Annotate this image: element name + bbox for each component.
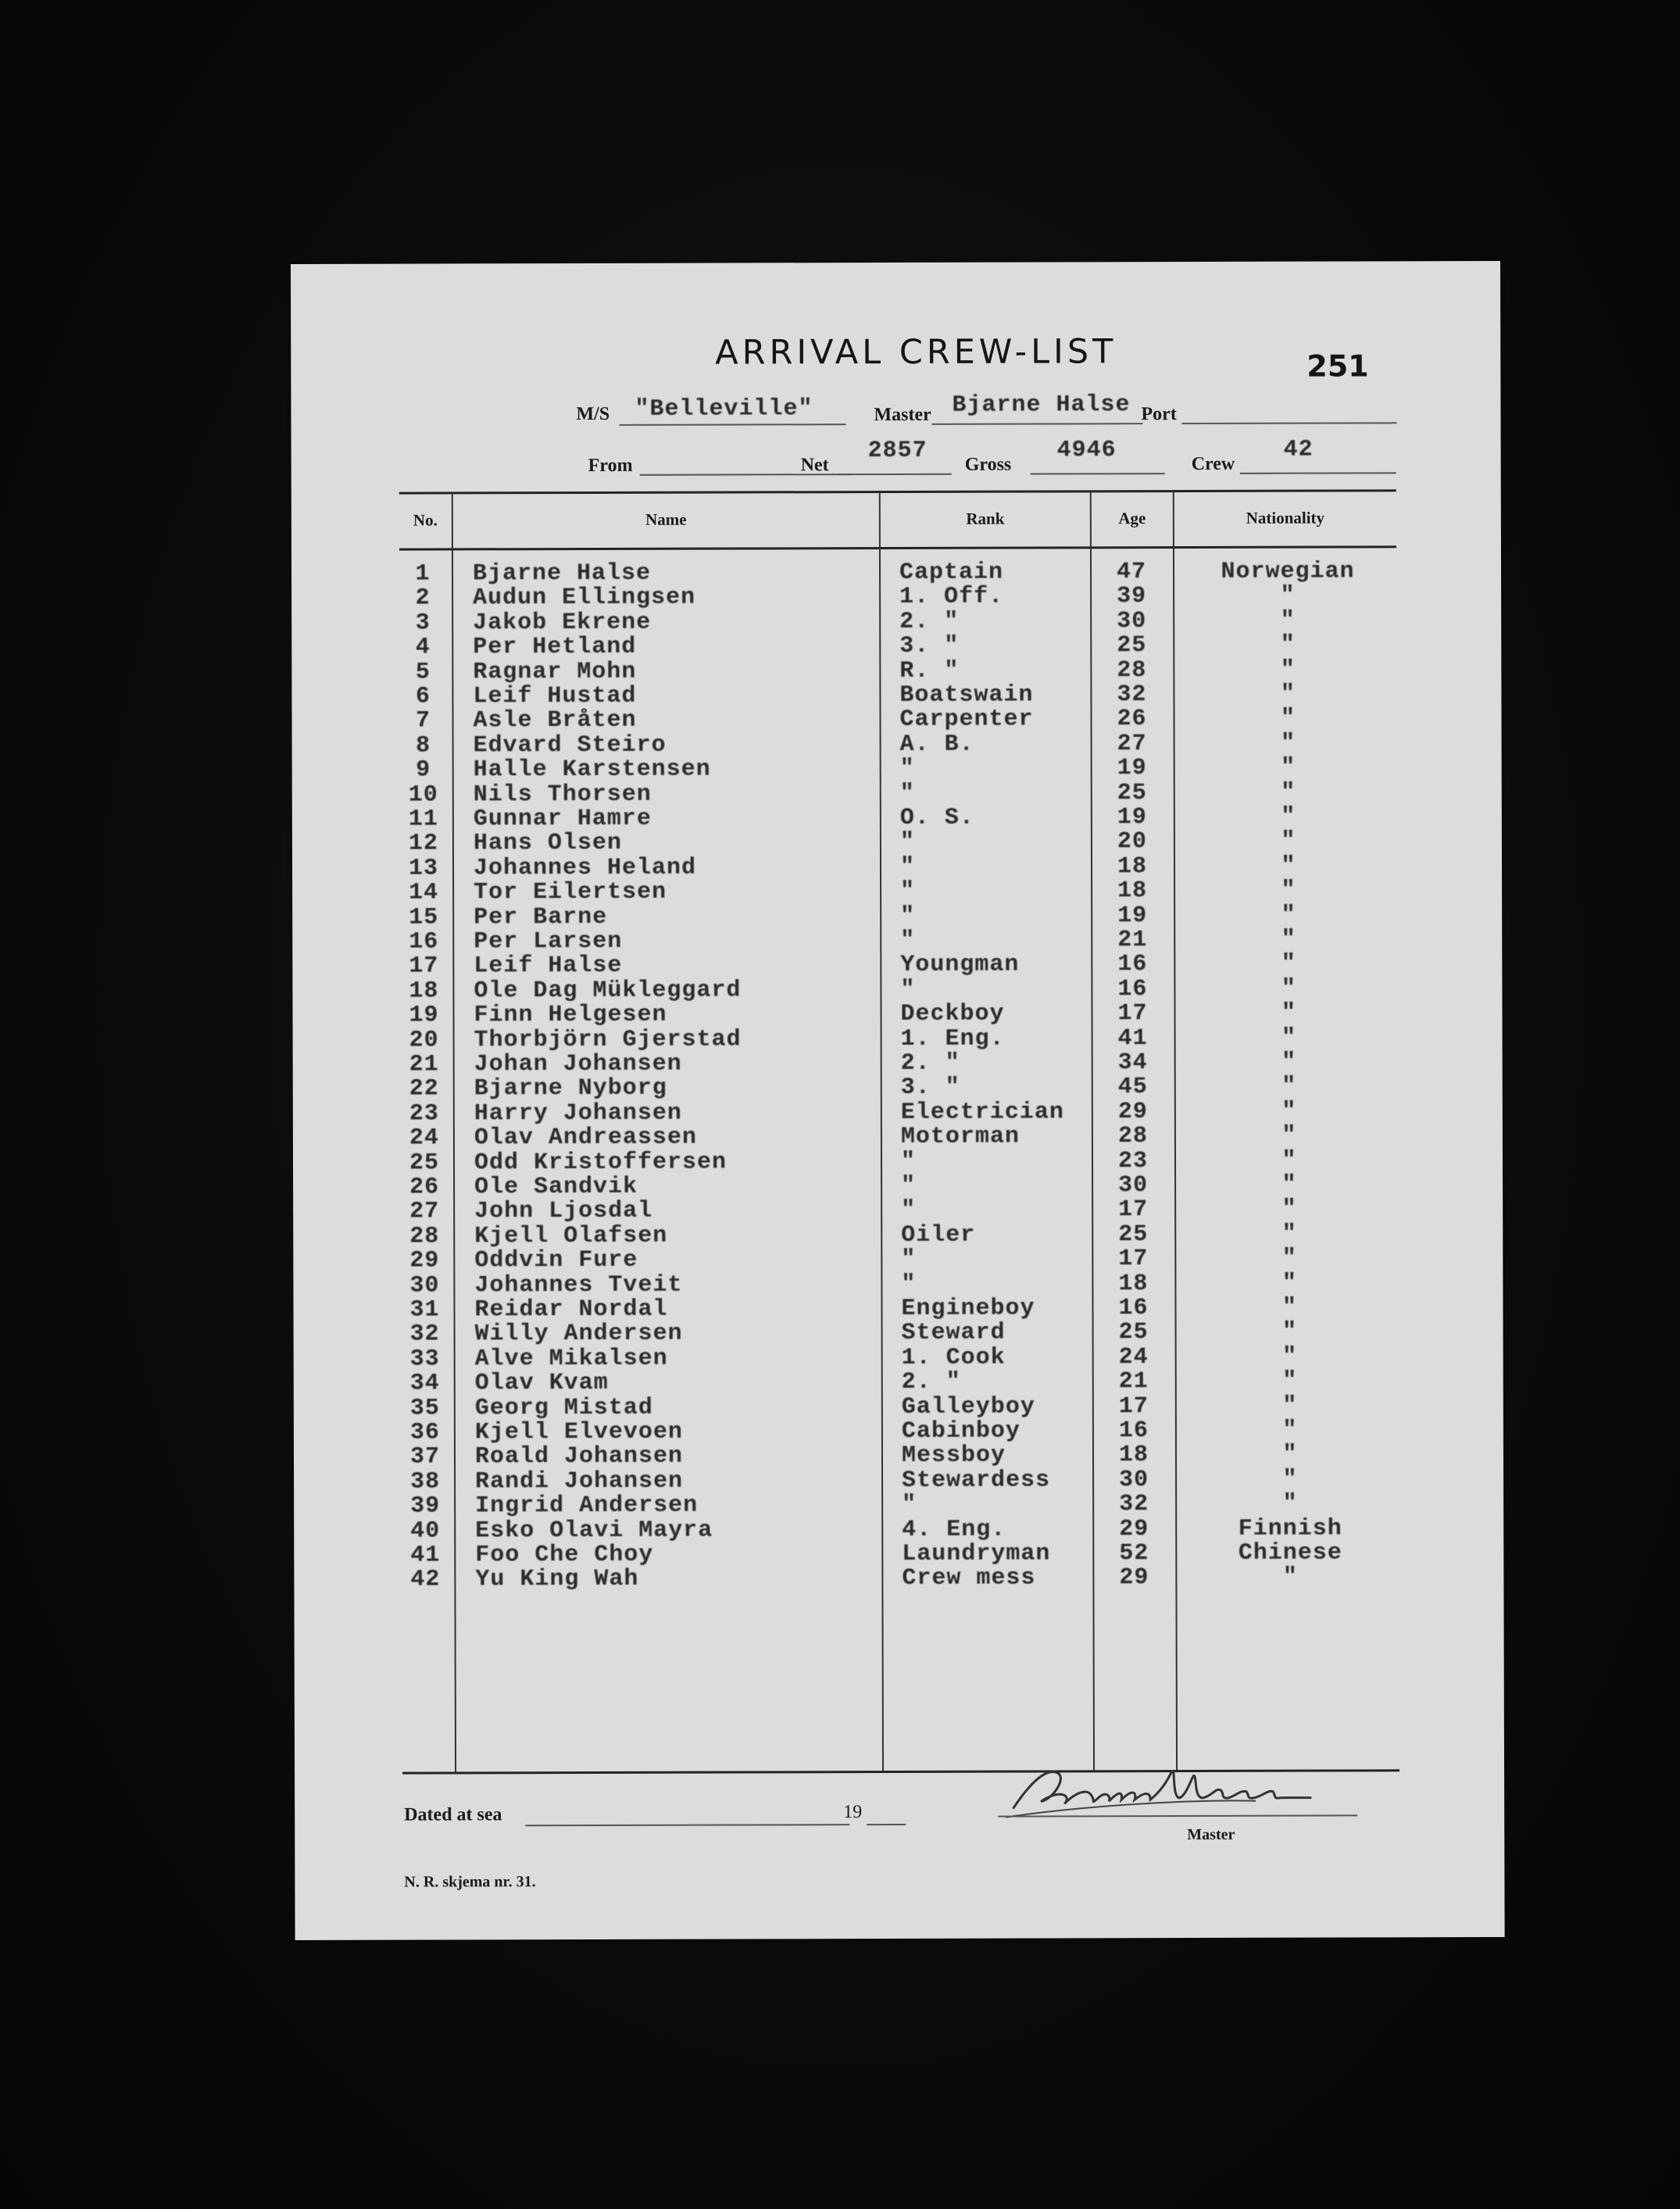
row-number: 39	[410, 1492, 441, 1520]
table-row	[292, 754, 1502, 784]
crew-age: 16	[1118, 1417, 1149, 1445]
crew-nationality: "	[1281, 1074, 1297, 1101]
crew-age: 19	[1117, 755, 1147, 782]
crew-rank: "	[901, 1197, 917, 1224]
crew-rank: "	[899, 756, 915, 783]
row-number: 19	[409, 1002, 439, 1029]
table-row	[294, 1441, 1503, 1471]
crew-rank: "	[900, 903, 916, 930]
crew-name: Foo Che Choy	[475, 1541, 654, 1569]
crew-underline	[1240, 472, 1396, 474]
year-prefix: 19	[843, 1802, 863, 1823]
crew-rank: R. "	[899, 657, 960, 685]
crew-age: 17	[1118, 1196, 1149, 1224]
column-header-no: No.	[413, 510, 438, 530]
crew-nationality: "	[1281, 828, 1296, 856]
crew-rank: Galleyboy	[901, 1393, 1035, 1421]
table-row	[292, 950, 1502, 978]
crew-name: Esko Olavi Mayra	[475, 1517, 713, 1544]
table-row	[292, 730, 1502, 760]
crew-name: Halle Karstensen	[473, 756, 711, 784]
crew-nationality: "	[1280, 706, 1296, 733]
crew-name: Bjarne Halse	[472, 559, 652, 588]
crew-name: Per Hetland	[473, 634, 637, 661]
crew-nationality: "	[1281, 1049, 1297, 1076]
row-number: 34	[409, 1370, 440, 1397]
crew-name: Alve Mikalsen	[474, 1345, 668, 1373]
crew-nationality: "	[1281, 1098, 1297, 1125]
crew-name: Gunnar Hamre	[473, 805, 652, 833]
crew-nationality: "	[1281, 975, 1296, 1003]
from-label: From	[588, 455, 633, 477]
dated-at-sea-label: Dated at sea	[404, 1804, 502, 1825]
crew-rank: Boatswain	[899, 681, 1034, 709]
crew-name: Thorbjörn Gjerstad	[474, 1026, 742, 1053]
vessel-prefix: M/S	[576, 403, 610, 425]
table-row	[292, 926, 1502, 956]
crew-rank: 4. Eng.	[902, 1516, 1006, 1543]
table-top-rule	[399, 489, 1396, 494]
master-signature	[998, 1752, 1357, 1823]
crew-age: 26	[1117, 706, 1147, 733]
crew-rank: "	[900, 927, 916, 954]
row-number: 10	[408, 781, 438, 809]
row-number: 22	[409, 1075, 439, 1103]
row-number: 5	[415, 659, 431, 686]
table-row	[292, 902, 1502, 929]
crew-name: Edvard Steiro	[473, 731, 667, 760]
crew-name: Finn Helgesen	[474, 1001, 667, 1029]
crew-nationality: "	[1281, 1294, 1298, 1321]
row-number: 36	[409, 1419, 440, 1446]
row-number: 41	[410, 1542, 441, 1569]
row-number: 35	[409, 1395, 440, 1422]
crew-age: 25	[1117, 632, 1147, 659]
crew-age: 41	[1117, 1024, 1148, 1052]
crew-age: 25	[1118, 1221, 1149, 1249]
crew-nationality: "	[1281, 1196, 1297, 1224]
row-number: 15	[409, 904, 439, 931]
crew-nationality: "	[1282, 1343, 1298, 1371]
row-number: 28	[409, 1223, 440, 1250]
crew-name: Kjell Olafsen	[474, 1222, 668, 1250]
table-row	[294, 1392, 1503, 1420]
crew-rank: Electrician	[900, 1099, 1064, 1126]
crew-name: Ingrid Andersen	[475, 1492, 699, 1520]
crew-age: 18	[1117, 853, 1148, 881]
row-number: 7	[415, 707, 431, 735]
crew-rank: Steward	[901, 1320, 1006, 1347]
crew-name: Georg Mistad	[474, 1394, 653, 1421]
row-number: 6	[415, 683, 431, 710]
row-number: 8	[416, 732, 431, 760]
crew-name: Reidar Nordal	[474, 1296, 668, 1324]
row-number: 2	[415, 584, 431, 612]
crew-age: 21	[1117, 927, 1148, 954]
vessel-name: "Belleville"	[634, 395, 813, 423]
year-underline	[867, 1824, 906, 1825]
crew-rank: Laundryman	[902, 1540, 1051, 1567]
crew-age: 30	[1118, 1172, 1149, 1199]
crew-age: 17	[1118, 1392, 1149, 1420]
master-signature-label: Master	[1187, 1825, 1235, 1844]
column-header-nationality: Nationality	[1246, 508, 1325, 527]
crew-nationality: Finnish	[1238, 1515, 1342, 1542]
crew-list-document	[291, 261, 1505, 1940]
crew-age: 20	[1117, 828, 1147, 856]
row-number: 29	[409, 1247, 440, 1274]
crew-rank: Deckboy	[900, 1000, 1005, 1028]
crew-age: 52	[1119, 1540, 1149, 1567]
table-row	[292, 803, 1502, 831]
table-row	[292, 779, 1502, 809]
crew-count: 42	[1283, 436, 1314, 463]
crew-nationality: "	[1281, 803, 1296, 831]
row-number: 32	[409, 1321, 440, 1348]
crew-rank: "	[900, 878, 916, 906]
crew-nationality: "	[1281, 754, 1296, 781]
port-label: Port	[1141, 404, 1177, 425]
crew-age: 25	[1118, 1319, 1149, 1346]
column-header-age: Age	[1118, 509, 1146, 528]
crew-label: Crew	[1191, 453, 1235, 474]
crew-nationality: "	[1281, 951, 1296, 978]
crew-nationality: "	[1280, 583, 1296, 610]
master-underline	[932, 423, 1143, 425]
table-row	[293, 1221, 1503, 1248]
table-row	[294, 1515, 1503, 1545]
table-row	[294, 1367, 1503, 1395]
row-number: 3	[415, 609, 431, 637]
crew-name: Tor Eilertsen	[474, 878, 667, 906]
crew-age: 39	[1117, 583, 1147, 610]
crew-rank: "	[900, 1148, 917, 1175]
row-number: 13	[408, 855, 439, 882]
crew-rank: Stewardess	[902, 1467, 1051, 1494]
crew-nationality: "	[1281, 1024, 1297, 1052]
table-row	[294, 1539, 1503, 1567]
gross-value: 4946	[1056, 437, 1117, 464]
crew-name: Hans Olsen	[473, 830, 623, 857]
row-number: 27	[409, 1198, 440, 1225]
crew-rank: Messboy	[901, 1442, 1006, 1470]
row-number: 4	[415, 634, 431, 661]
crew-name: Ragnar Mohn	[473, 658, 637, 685]
table-row	[292, 853, 1502, 880]
table-row	[293, 1122, 1503, 1152]
crew-rank: 1. Eng.	[900, 1025, 1005, 1053]
crew-rank: "	[901, 1271, 917, 1298]
crew-age: 23	[1117, 1147, 1149, 1174]
crew-age: 16	[1118, 1295, 1149, 1322]
crew-nationality: "	[1281, 877, 1296, 904]
crew-age: 34	[1117, 1049, 1148, 1077]
table-row	[291, 582, 1501, 612]
crew-nationality: "	[1281, 1221, 1297, 1248]
form-code: N. R. skjema nr. 31.	[404, 1873, 536, 1891]
crew-name: John Ljosdal	[474, 1198, 653, 1225]
gross-label: Gross	[964, 454, 1012, 475]
crew-nationality: "	[1282, 1490, 1298, 1517]
crew-name: Leif Halse	[474, 953, 623, 980]
crew-rank: Carpenter	[899, 706, 1034, 734]
crew-name: Asle Bråten	[473, 707, 637, 735]
crew-nationality: "	[1281, 1122, 1297, 1149]
document-title: ARRIVAL CREW-LIST	[715, 332, 1117, 373]
crew-age: 21	[1118, 1368, 1149, 1396]
master-name: Bjarne Halse	[952, 391, 1131, 419]
crew-rank: Youngman	[900, 951, 1020, 979]
crew-age: 19	[1117, 902, 1148, 929]
crew-rank: A. B.	[899, 731, 974, 758]
gross-underline	[1031, 473, 1165, 474]
crew-age: 17	[1117, 1000, 1148, 1028]
crew-rank: Cabinboy	[901, 1417, 1021, 1445]
crew-age: 30	[1119, 1466, 1149, 1494]
crew-nationality: Chinese	[1238, 1539, 1342, 1567]
row-number: 37	[409, 1443, 441, 1471]
crew-name: Olav Andreassen	[474, 1124, 698, 1152]
table-row	[293, 1196, 1503, 1223]
crew-name: Ole Sandvik	[474, 1173, 638, 1201]
row-number: 18	[409, 978, 439, 1005]
crew-rank: Engineboy	[901, 1295, 1035, 1322]
crew-nationality: Norwegian	[1221, 558, 1355, 585]
net-label: Net	[800, 455, 829, 476]
crew-nationality: "	[1281, 779, 1296, 806]
row-number: 16	[409, 928, 439, 956]
table-row	[293, 1171, 1503, 1199]
crew-name: Ole Dag Mükleggard	[474, 977, 742, 1005]
crew-age: 29	[1117, 1098, 1148, 1126]
row-number: 17	[409, 953, 439, 980]
crew-age: 18	[1118, 1442, 1149, 1469]
page-number: 251	[1306, 349, 1369, 384]
crew-nationality: "	[1282, 1564, 1298, 1592]
vessel-underline	[620, 424, 846, 426]
table-row	[293, 1270, 1503, 1297]
crew-name: Per Larsen	[474, 928, 623, 956]
crew-name: Jakob Ekrene	[473, 609, 652, 637]
table-row	[293, 1147, 1503, 1177]
crew-rank: "	[899, 829, 916, 856]
master-label: Master	[874, 404, 931, 426]
column-header-name: Name	[645, 509, 687, 529]
table-row	[291, 607, 1501, 637]
crew-name: Randi Johansen	[475, 1467, 684, 1496]
row-number: 33	[409, 1346, 440, 1373]
crew-age: 28	[1117, 656, 1147, 684]
crew-rank: 2. "	[900, 1049, 960, 1077]
crew-nationality: "	[1282, 1442, 1298, 1469]
crew-nationality: "	[1281, 1270, 1297, 1297]
crew-name: Nils Thorsen	[473, 781, 652, 808]
table-row	[292, 877, 1502, 904]
crew-name: Bjarne Nyborg	[474, 1075, 667, 1103]
crew-name: Johan Johansen	[474, 1050, 682, 1078]
crew-rank: "	[901, 1172, 917, 1199]
crew-nationality: "	[1280, 607, 1296, 634]
crew-age: 30	[1117, 607, 1147, 635]
crew-rank: 1. Off.	[899, 584, 1004, 611]
crew-nationality: "	[1282, 1417, 1298, 1444]
crew-name: Odd Kristoffersen	[474, 1149, 727, 1176]
crew-rank: "	[902, 1492, 917, 1519]
crew-nationality: "	[1280, 681, 1296, 708]
crew-rank: "	[900, 976, 916, 1003]
crew-age: 16	[1117, 975, 1148, 1003]
crew-rank: Oiler	[901, 1221, 976, 1249]
crew-name: Kjell Elvevoen	[474, 1418, 684, 1446]
row-number: 31	[409, 1296, 440, 1324]
crew-age: 29	[1119, 1515, 1149, 1542]
row-number: 23	[409, 1100, 439, 1128]
crew-name: Yu King Wah	[475, 1566, 639, 1593]
crew-name: Oddvin Fure	[474, 1247, 638, 1274]
table-header-rule	[399, 545, 1396, 550]
crew-age: 25	[1117, 779, 1147, 806]
table-row	[293, 1073, 1503, 1103]
crew-nationality: "	[1282, 1319, 1298, 1346]
crew-nationality: "	[1281, 999, 1297, 1027]
net-underline	[838, 474, 952, 475]
table-row	[291, 656, 1501, 684]
crew-rank: O. S.	[899, 804, 974, 831]
crew-nationality: "	[1281, 1245, 1297, 1272]
crew-name: Olav Kvam	[474, 1370, 609, 1397]
row-number: 12	[408, 830, 438, 857]
crew-name: Per Barne	[474, 903, 608, 931]
crew-nationality: "	[1282, 1367, 1298, 1395]
crew-name: Johannes Tveit	[474, 1271, 683, 1299]
crew-nationality: "	[1281, 853, 1296, 880]
table-row	[294, 1343, 1503, 1371]
crew-age: 24	[1118, 1343, 1149, 1371]
crew-nationality: "	[1281, 902, 1296, 929]
table-row	[293, 1245, 1503, 1272]
crew-name: Roald Johansen	[474, 1443, 684, 1471]
table-row	[291, 631, 1501, 659]
crew-rank: Captain	[899, 559, 1004, 586]
table-row	[291, 681, 1501, 708]
row-number: 1	[415, 560, 431, 588]
crew-age: 18	[1117, 878, 1148, 905]
row-number: 20	[409, 1027, 439, 1054]
column-header-rank: Rank	[966, 509, 1005, 528]
crew-rank: 3. "	[900, 1074, 960, 1102]
crew-age: 45	[1117, 1074, 1148, 1101]
row-number: 38	[410, 1468, 441, 1496]
table-row	[293, 1294, 1503, 1324]
crew-nationality: "	[1281, 1171, 1297, 1199]
row-number: 11	[408, 806, 438, 833]
row-number: 9	[416, 756, 431, 784]
net-value: 2857	[867, 437, 928, 465]
crew-name: Harry Johansen	[474, 1099, 682, 1128]
row-number: 21	[409, 1051, 439, 1078]
row-number: 14	[409, 879, 439, 906]
row-number: 24	[409, 1124, 439, 1152]
crew-age: 32	[1119, 1491, 1149, 1518]
crew-rank: 1. Cook	[901, 1344, 1006, 1371]
crew-nationality: "	[1282, 1392, 1298, 1420]
crew-age: 16	[1117, 951, 1148, 978]
table-row	[291, 705, 1501, 735]
crew-nationality: "	[1281, 730, 1296, 757]
crew-age: 19	[1117, 804, 1147, 831]
crew-table-body	[291, 558, 1501, 1593]
crew-rank: Crew mess	[902, 1564, 1036, 1592]
dated-underline	[525, 1824, 849, 1826]
crew-nationality: "	[1282, 1466, 1298, 1493]
crew-nationality: "	[1280, 631, 1296, 659]
table-row	[294, 1466, 1503, 1496]
port-underline	[1182, 422, 1397, 424]
crew-name: Leif Hustad	[473, 682, 637, 710]
table-row	[294, 1564, 1503, 1591]
crew-age: 27	[1117, 730, 1147, 758]
table-row	[292, 975, 1502, 1003]
table-row	[294, 1417, 1503, 1444]
crew-rank: "	[899, 780, 915, 807]
row-number: 30	[409, 1272, 440, 1299]
crew-name: Johannes Heland	[473, 854, 697, 882]
crew-rank: 3. "	[899, 632, 960, 660]
crew-nationality: "	[1281, 1147, 1297, 1174]
row-number: 40	[410, 1517, 441, 1545]
crew-age: 29	[1119, 1564, 1149, 1592]
crew-rank: Motorman	[900, 1123, 1021, 1151]
crew-rank: 2. "	[899, 608, 960, 635]
crew-age: 18	[1118, 1270, 1149, 1297]
crew-rank: 2. "	[901, 1368, 961, 1396]
table-row	[291, 558, 1501, 588]
row-number: 42	[410, 1566, 441, 1593]
crew-age: 17	[1118, 1246, 1149, 1273]
crew-nationality: "	[1280, 656, 1296, 684]
table-row	[293, 1024, 1503, 1052]
table-row	[292, 827, 1502, 855]
crew-rank: "	[899, 853, 916, 881]
crew-age: 32	[1117, 681, 1147, 709]
table-row	[294, 1318, 1503, 1346]
table-row	[292, 999, 1502, 1027]
crew-age: 47	[1116, 559, 1147, 586]
table-row	[293, 1098, 1503, 1128]
row-number: 25	[409, 1149, 440, 1177]
crew-age: 28	[1117, 1123, 1148, 1150]
row-number: 26	[409, 1174, 440, 1201]
table-row	[293, 1049, 1503, 1076]
crew-name: Audun Ellingsen	[473, 584, 696, 612]
crew-rank: "	[901, 1246, 917, 1274]
crew-nationality: "	[1281, 926, 1296, 953]
table-row	[294, 1490, 1503, 1520]
crew-name: Willy Andersen	[474, 1321, 683, 1348]
